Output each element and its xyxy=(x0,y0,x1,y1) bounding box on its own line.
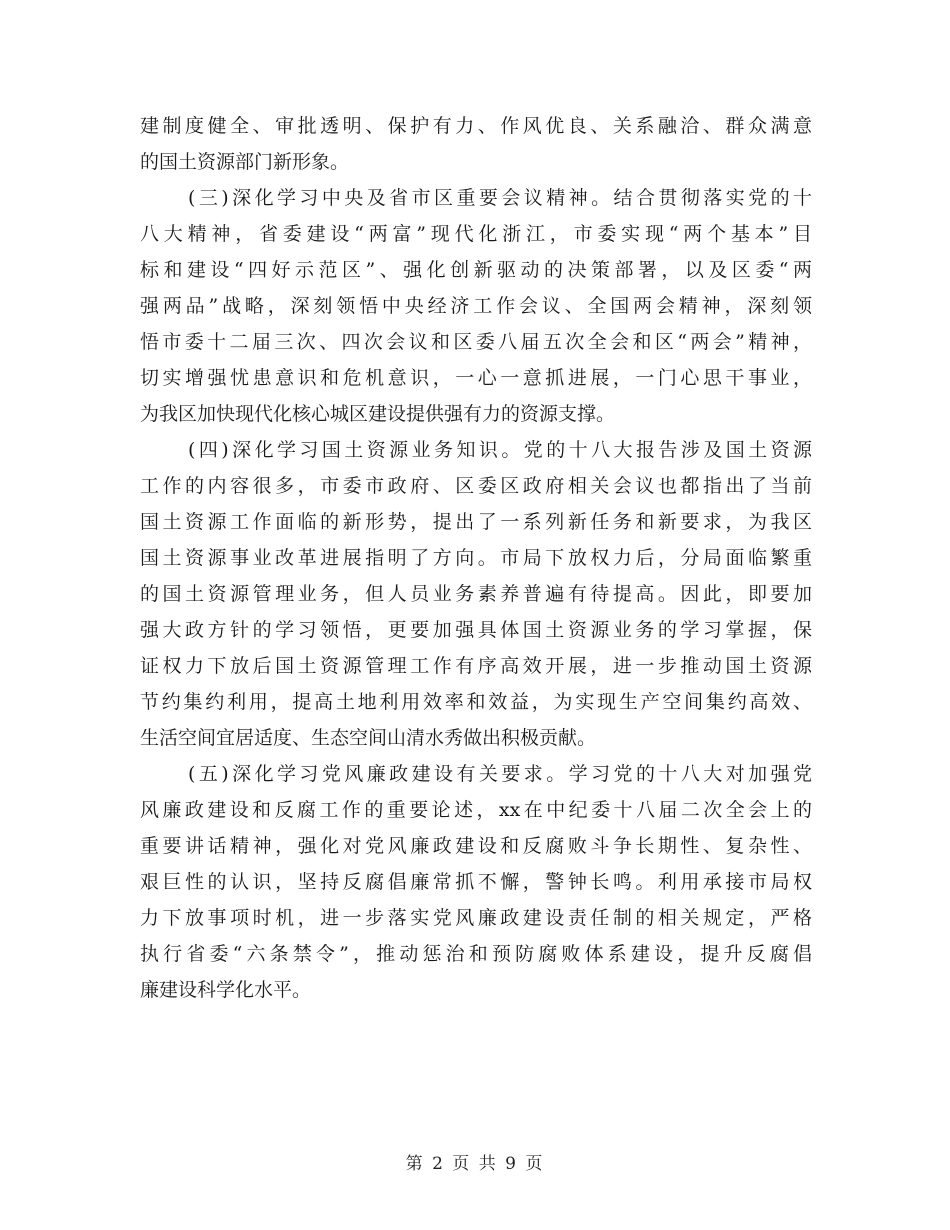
text-line: 生活空间宜居适度、生态空间山清水秀做出积极贡献。 xyxy=(140,727,597,749)
text-line: 重要讲话精神，强化对党风廉政建设和反腐败斗争长期性、复杂性、 xyxy=(140,835,812,857)
text-line: 工作的内容很多，市委市政府、区委区政府相关会议也都指出了当前 xyxy=(140,475,812,497)
text-line: 标和建设“四好示范区”、强化创新驱动的决策部署，以及区委“两 xyxy=(140,259,812,281)
text-line: 的国土资源管理业务，但人员业务素养普遍有待提高。因此，即要加 xyxy=(140,583,812,605)
text-line: 节约集约利用，提高土地利用效率和效益，为实现生产空间集约高效、 xyxy=(140,691,812,713)
paragraph-section-4 xyxy=(140,432,812,756)
text-line: 强两品”战略，深刻领悟中央经济工作会议、全国两会精神，深刻领 xyxy=(140,295,812,317)
text-line: 悟市委十二届三次、四次会议和区委八届五次全会和区“两会”精神， xyxy=(140,331,812,353)
text-line: 证权力下放后国土资源管理工作有序高效开展，进一步推动国土资源 xyxy=(140,655,812,677)
paragraph-section-5 xyxy=(140,756,812,1008)
section-heading-line: (五)深化学习党风廉政建设有关要求。学习党的十八大对加强党 xyxy=(188,763,812,785)
text-line: 执行省委“六条禁令”，推动惩治和预防腐败体系建设，提升反腐倡 xyxy=(140,943,812,965)
document-body xyxy=(140,108,812,1008)
text-line: 建制度健全、审批透明、保护有力、作风优良、关系融洽、群众满意 xyxy=(140,115,812,137)
paragraph-section-3 xyxy=(140,180,812,432)
text-line: 风廉政建设和反腐工作的重要论述，xx在中纪委十八届二次全会上的 xyxy=(140,799,812,821)
text-line: 切实增强忧患意识和危机意识，一心一意抓进展，一门心思干事业， xyxy=(140,367,812,389)
text-line: 国土资源事业改革进展指明了方向。市局下放权力后，分局面临繁重 xyxy=(140,547,812,569)
section-heading-line: (四)深化学习国土资源业务知识。党的十八大报告涉及国土资源 xyxy=(188,439,812,461)
text-line: 国土资源工作面临的新形势，提出了一系列新任务和新要求，为我区 xyxy=(140,511,812,533)
text-line: 为我区加快现代化核心城区建设提供强有力的资源支撑。 xyxy=(140,403,616,425)
text-line: 的国土资源部门新形象。 xyxy=(140,151,350,173)
text-line: 力下放事项时机，进一步落实党风廉政建设责任制的相关规定，严格 xyxy=(140,907,812,929)
text-line: 艰巨性的认识，坚持反腐倡廉常抓不懈，警钟长鸣。利用承接市局权 xyxy=(140,871,812,893)
section-heading-line: (三)深化学习中央及省市区重要会议精神。结合贯彻落实党的十 xyxy=(188,187,812,209)
paragraph-intro-tail xyxy=(140,108,812,180)
text-line: 八大精神，省委建设“两富”现代化浙江，市委实现“两个基本”目 xyxy=(140,223,812,245)
page-number-footer: 第 2 页 共 9 页 xyxy=(405,1154,545,1174)
text-line: 廉建设科学化水平。 xyxy=(140,979,312,1001)
text-line: 强大政方针的学习领悟，更要加强具体国土资源业务的学习掌握，保 xyxy=(140,619,812,641)
